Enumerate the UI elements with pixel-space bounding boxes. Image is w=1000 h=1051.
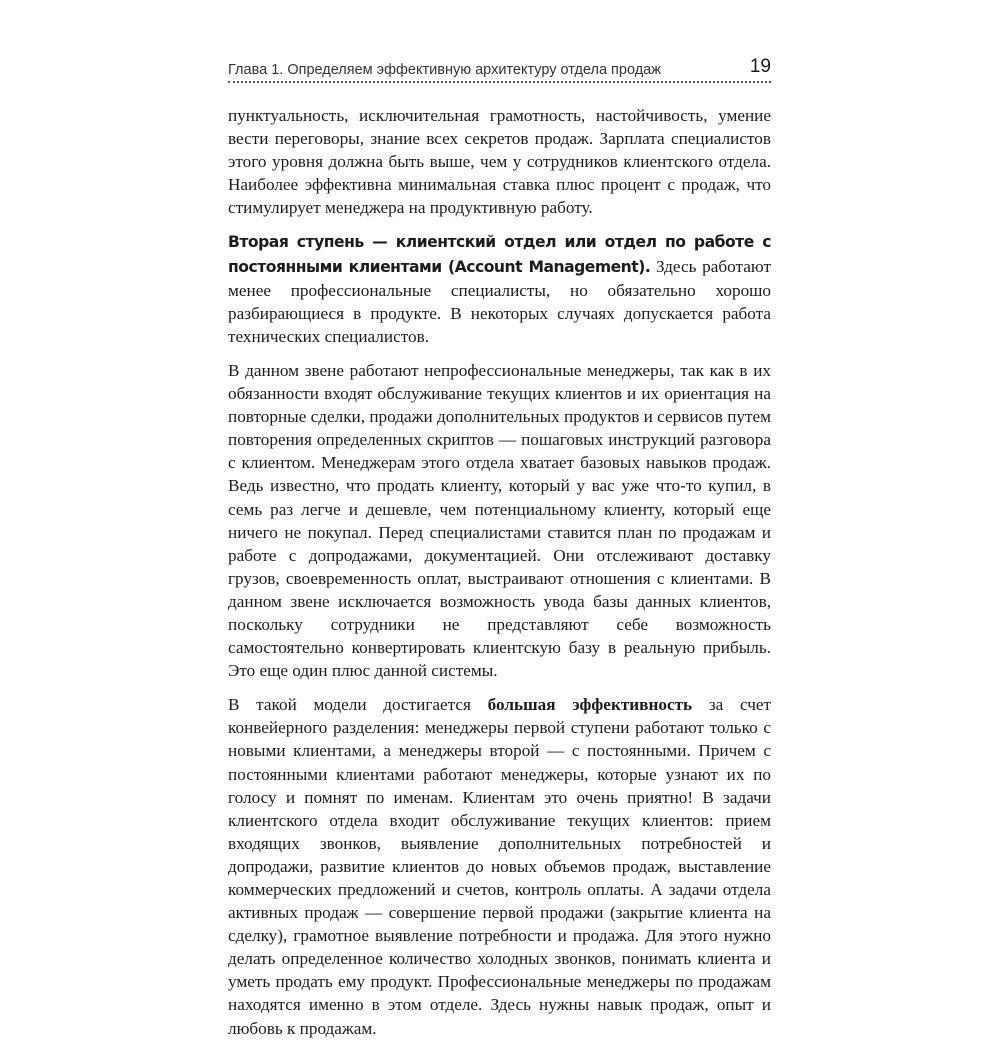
paragraph-4-bold-term: большая эффективность	[487, 695, 693, 715]
header-dotted-rule	[228, 81, 771, 83]
running-header	[228, 54, 771, 84]
paragraph-4-after: за счет конвейерного разделения: менеджеры первой ступени работают только с новыми клиентами, а менеджеры второй — с постоянными. Причем с постоянными клиентами работают менеджеры, которые узнают их по голосу и помнят по именам. Клиентам это очень приятно! В задачи клиентского отдела входит обслуживание текущих клиентов: прием входящих звонков, выявление дополнительных потребностей и допродажи, развитие клиентов до новых объемов продаж, выставление коммерческих предложений и счетов, контроль оплаты. А задачи отдела активных продаж — совершение первой продажи (закрытие клиента на сделку), грамотное выявление потребности и продажа. Для этого нужно делать определенное количество холодных звонков, понимать клиента и уметь продать ему продукт. Профессиональные менеджеры по продажам находятся именно в этом отделе. Здесь нужны навык продаж, опыт и любовь к продажам.	[228, 695, 772, 1038]
paragraph-2-text: Здесь работают менее профессиональные специалисты, но обязательно хорошо разбирающиеся в продукте. В некоторых случаях допускается работа технических специалистов.	[228, 256, 771, 346]
paragraph-4	[228, 693, 771, 1039]
paragraph-1-text: пунктуальность, исключительная грамотность, настойчивость, умение вести переговоры, знание всех секретов продаж. Зарплата специалистов этого уровня должна быть выше, чем у сотрудников клиентского отдела. Наиболее эффективна минимальная ставка плюс процент с продаж, что стимулирует менеджера на продуктивную работу.	[228, 106, 771, 218]
paragraph-2	[228, 230, 771, 347]
paragraph-3	[228, 359, 771, 682]
book-page	[228, 54, 771, 1051]
paragraph-4-before: В такой модели достигается	[228, 695, 488, 715]
paragraph-1	[228, 104, 771, 219]
paragraph-2-lead: Вторая ступень — клиентский отдел или отдел по работе с постоянными клиентами (Account Management).	[228, 233, 771, 276]
paragraph-3-text: В данном звене работают непрофессиональные менеджеры, так как в их обязанности входят обслуживание текущих клиентов и их ориентация на повторные сделки, продажи дополнительных продуктов и сервисов путем повторения определенных скриптов — пошаговых инструкций разговора с клиентом. Менеджерам этого отдела хватает базовых навыков продаж. Ведь известно, что продать клиенту, который у вас уже что-то купил, в семь раз легче и дешевле, чем потенциальному клиенту, который еще ничего не покупал. Перед специалистами ставится план по продажам и работе с допродажами, документацией. Они отслеживают доставку грузов, своевременность оплат, выстраивают отношения с клиентами. В данном звене исключается возможность увода базы данных клиентов, поскольку сотрудники не представляют себе возможность самостоятельно конвертировать клиентскую базу в реальную прибыль. Это еще один плюс данной системы.	[228, 360, 771, 681]
page-number: 19	[744, 56, 771, 78]
chapter-title: Глава 1. Определяем эффективную архитектуру отдела продаж	[228, 62, 665, 78]
body-text	[228, 104, 771, 1040]
